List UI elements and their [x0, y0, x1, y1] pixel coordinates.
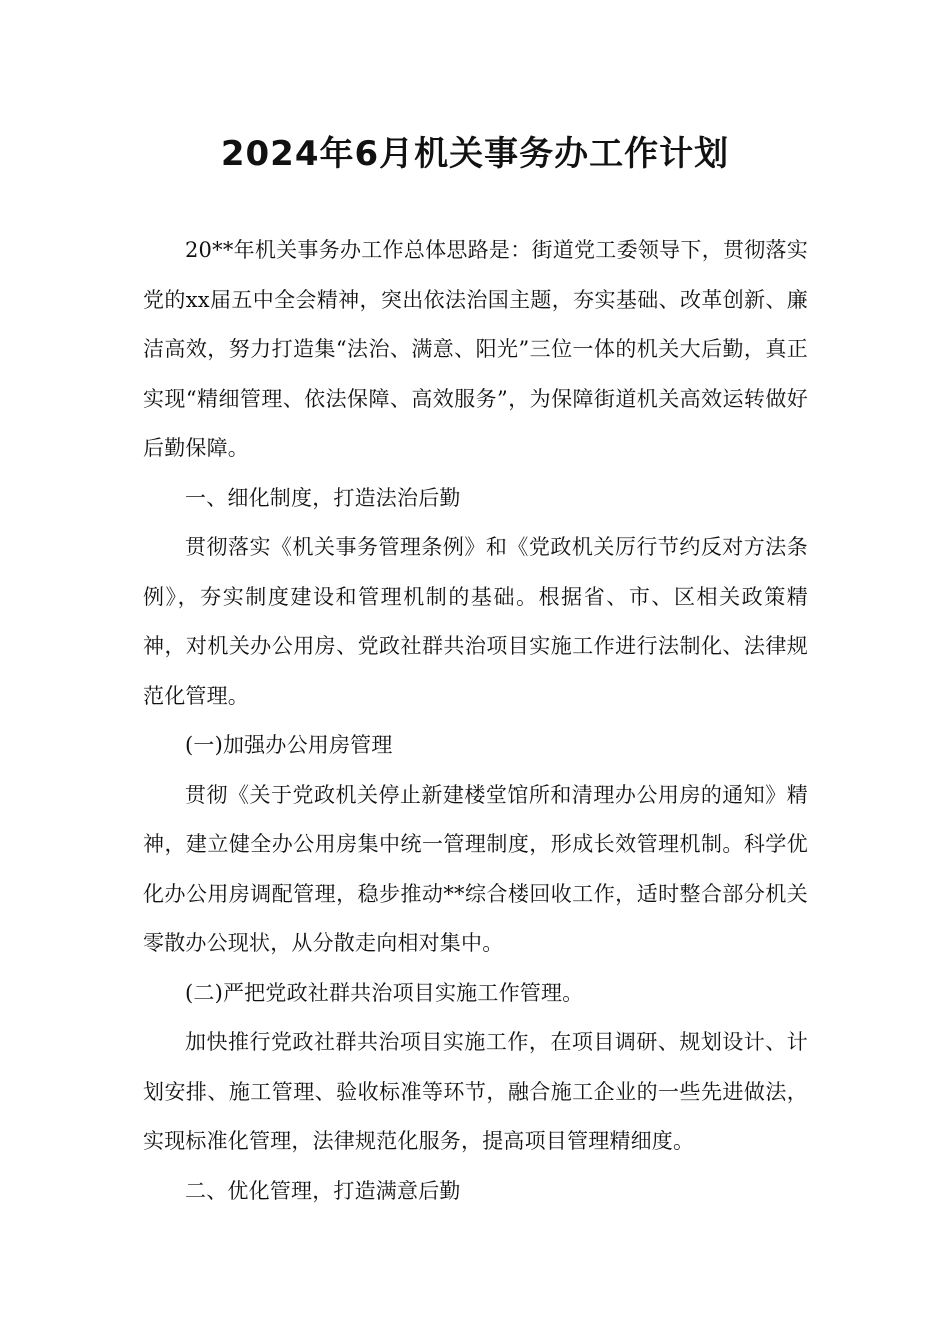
section-heading-2: 二、优化管理，打造满意后勤	[185, 1178, 461, 1203]
paragraph-subsection-2: 加快推行党政社群共治项目实施工作，在项目调研、规划设计、计划安排、施工管理、验收标准等环节，融合施工企业的一些先进做法，实现标准化管理，法律规范化服务，提高项目管理精细度。	[143, 1030, 808, 1153]
section-heading-1: 一、细化制度，打造法治后勤	[185, 485, 461, 510]
document-body	[143, 226, 808, 1216]
paragraph-subsection-1: 贯彻《关于党政机关停止新建楼堂馆所和清理办公用房的通知》精神，建立健全办公用房集中统一管理制度，形成长效管理机制。科学优化办公用房调配管理，稳步推动**综合楼回收工作，适时整合部分机关零散办公现状，从分散走向相对集中。	[143, 782, 808, 955]
subsection-heading-2: (二)严把党政社群共治项目实施工作管理。	[185, 980, 584, 1005]
subsection-heading-1: (一)加强办公用房管理	[185, 733, 393, 757]
paragraph-overview: 20**年机关事务办工作总体思路是：街道党工委领导下，贯彻落实党的xx届五中全会精神，突出依法治国主题，夯实基础、改革创新、廉洁高效，努力打造集“法治、满意、阳光”三位一体的机关大后勤，真正实现“精细管理、依法保障、高效服务”，为保障街道机关高效运转做好后勤保障。	[143, 238, 808, 460]
document-title: 2024年6月机关事务办工作计划	[220, 134, 730, 174]
paragraph-section-1: 贯彻落实《机关事务管理条例》和《党政机关厉行节约反对方法条例》，夯实制度建设和管理机制的基础。根据省、市、区相关政策精神，对机关办公用房、党政社群共治项目实施工作进行法制化、法律规范化管理。	[143, 535, 808, 708]
